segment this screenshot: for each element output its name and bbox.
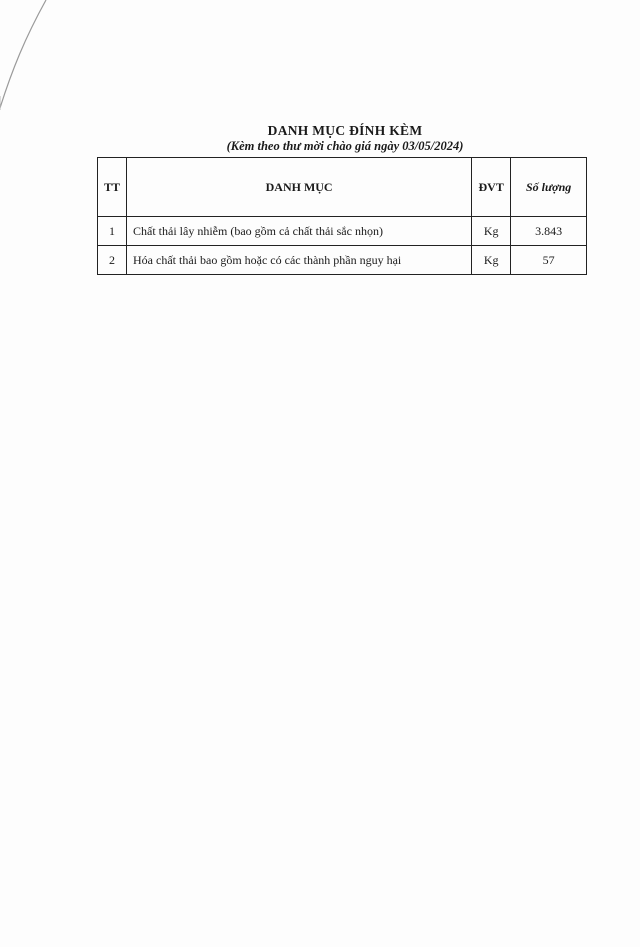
row-tt: 1	[98, 217, 127, 246]
row-quantity: 3.843	[511, 217, 587, 246]
document-subtitle: (Kèm theo thư mời chào giá ngày 03/05/2024)	[226, 139, 464, 153]
document-header	[0, 122, 640, 154]
header-tt: TT	[98, 158, 127, 217]
header-name: DANH MỤC	[127, 158, 472, 217]
table-header-row	[98, 158, 587, 217]
paper-fold-mark	[0, 0, 60, 110]
table-row	[98, 217, 587, 246]
row-quantity: 57	[511, 246, 587, 275]
header-unit: ĐVT	[472, 158, 511, 217]
row-tt: 2	[98, 246, 127, 275]
header-quantity: Số lượng	[511, 158, 587, 217]
attachment-table	[97, 157, 587, 275]
row-unit: Kg	[472, 217, 511, 246]
row-unit: Kg	[472, 246, 511, 275]
table-row	[98, 246, 587, 275]
row-name: Hóa chất thải bao gồm hoặc có các thành phần nguy hại	[127, 246, 472, 275]
row-name: Chất thải lây nhiễm (bao gồm cả chất thải sắc nhọn)	[127, 217, 472, 246]
document-title: DANH MỤC ĐÍNH KÈM	[267, 123, 423, 138]
